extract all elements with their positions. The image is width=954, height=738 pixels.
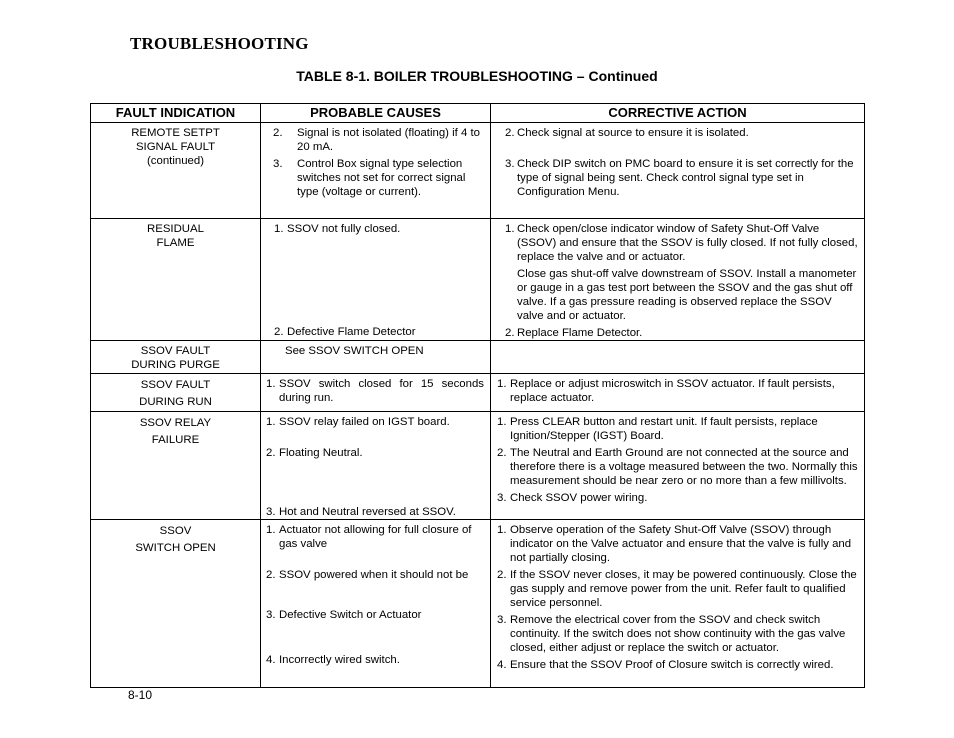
item-number: 1. bbox=[497, 524, 507, 536]
action-cell bbox=[491, 520, 865, 688]
item-number: 2. bbox=[505, 327, 515, 339]
table-row bbox=[91, 374, 865, 412]
item-text: See SSOV SWITCH OPEN bbox=[285, 345, 424, 357]
list-item bbox=[266, 505, 486, 519]
item-text: Check DIP switch on PMC board to ensure it is set correctly for the type of signal being sent. Check control signal type set in Configuration Menu. bbox=[517, 158, 854, 198]
action-cell bbox=[491, 412, 865, 520]
list-item bbox=[497, 446, 858, 488]
table-title: TABLE 8-1. BOILER TROUBLESHOOTING – Continued bbox=[296, 68, 658, 84]
item-text: Check SSOV power wiring. bbox=[510, 492, 648, 504]
fault-cell bbox=[91, 412, 261, 520]
item-number: 3. bbox=[497, 614, 507, 626]
item-text: Incorrectly wired switch. bbox=[279, 654, 400, 666]
item-number: 1. bbox=[274, 223, 284, 235]
list-item bbox=[497, 377, 858, 405]
item-text: If the SSOV never closes, it may be powered continuously. Close the gas supply and remove power from the unit. Refer fault to qualified service personnel. bbox=[510, 569, 857, 609]
list-item bbox=[497, 491, 858, 505]
list-item bbox=[266, 653, 486, 667]
item-number: 2. bbox=[273, 127, 283, 139]
item-text: SSOV switch closed for 15 seconds during run. bbox=[279, 378, 484, 404]
fault-line: REMOTE SETPT bbox=[131, 127, 220, 139]
item-number: 2. bbox=[497, 569, 507, 581]
item-text: Press CLEAR button and restart unit. If fault persists, replace Ignition/Stepper (IGST) Board. bbox=[510, 416, 818, 442]
list-item bbox=[505, 326, 858, 340]
item-text: Check signal at source to ensure it is isolated. bbox=[517, 127, 749, 139]
item-text: Defective Flame Detector bbox=[287, 326, 416, 338]
list-item bbox=[266, 608, 486, 622]
list-item bbox=[274, 325, 486, 339]
list-item bbox=[497, 523, 858, 565]
section-title: TROUBLESHOOTING bbox=[130, 34, 309, 53]
list-item bbox=[497, 658, 858, 672]
list-item bbox=[497, 568, 858, 610]
item-text: The Neutral and Earth Ground are not connected at the source and therefore there is a voltage measured between the two. Normally this measurement should be near zero or no more than a few millivolts. bbox=[510, 447, 858, 487]
item-text: Replace or adjust microswitch in SSOV actuator. If fault persists, replace actuator. bbox=[510, 378, 835, 404]
item-number: 3. bbox=[505, 158, 515, 170]
causes-cell bbox=[261, 520, 491, 688]
list-item bbox=[505, 157, 858, 199]
item-number: 4. bbox=[497, 659, 507, 671]
fault-cell bbox=[91, 374, 261, 412]
fault-line: SIGNAL FAULT bbox=[135, 141, 216, 153]
fault-line: DURING RUN bbox=[139, 396, 212, 408]
fault-line: SSOV FAULT bbox=[140, 345, 211, 357]
list-item bbox=[266, 523, 486, 551]
action-cell bbox=[491, 123, 865, 219]
action-cell bbox=[491, 219, 865, 341]
item-number: 1. bbox=[497, 378, 507, 390]
list-item bbox=[266, 377, 484, 405]
table-row bbox=[91, 412, 865, 520]
table-row bbox=[91, 123, 865, 219]
item-text: Replace Flame Detector. bbox=[517, 327, 643, 339]
item-number: 1. bbox=[266, 416, 276, 428]
list-item bbox=[505, 222, 858, 264]
item-number: 2. bbox=[497, 447, 507, 459]
fault-cell bbox=[91, 341, 261, 374]
item-number: 1. bbox=[497, 416, 507, 428]
action-cell bbox=[491, 374, 865, 412]
list-item bbox=[497, 415, 858, 443]
item-number: 2. bbox=[266, 447, 276, 459]
item-number: 1. bbox=[505, 223, 515, 235]
item-text: Defective Switch or Actuator bbox=[279, 609, 422, 621]
list-item bbox=[497, 613, 858, 655]
causes-cell bbox=[261, 123, 491, 219]
item-text: Floating Neutral. bbox=[279, 447, 363, 459]
fault-line: RESIDUAL bbox=[147, 223, 204, 235]
fault-cell bbox=[91, 520, 261, 688]
list-item bbox=[266, 446, 486, 460]
item-text: Remove the electrical cover from the SSOV and check switch continuity. If the switch does not show continuity with the gas valve closed, either adjust or replace the switch or actuator. bbox=[510, 614, 846, 654]
list-item bbox=[266, 415, 486, 429]
causes-cell bbox=[261, 219, 491, 341]
item-text: Observe operation of the Safety Shut-Off Valve (SSOV) through indicator on the Valve actuator and ensure that the valve is fully and not partially closing. bbox=[510, 524, 852, 564]
item-number: 3. bbox=[273, 158, 283, 170]
item-number: 1. bbox=[266, 524, 276, 536]
table-row bbox=[91, 341, 865, 374]
fault-line: (continued) bbox=[147, 155, 204, 167]
column-header-causes: PROBABLE CAUSES bbox=[261, 104, 491, 123]
item-number: 3. bbox=[266, 506, 276, 518]
troubleshooting-table bbox=[90, 103, 865, 688]
fault-line: SSOV FAULT bbox=[140, 379, 211, 391]
item-text: SSOV powered when it should not be bbox=[279, 569, 469, 581]
fault-cell bbox=[91, 123, 261, 219]
item-text: Hot and Neutral reversed at SSOV. bbox=[279, 506, 456, 518]
item-text: Control Box signal type selection switches not set for correct signal type (voltage or current). bbox=[297, 158, 466, 198]
item-number: 3. bbox=[266, 609, 276, 621]
fault-cell bbox=[91, 219, 261, 341]
page-number: 8-10 bbox=[128, 688, 153, 702]
item-number: 1. bbox=[266, 378, 276, 390]
list-item bbox=[274, 222, 486, 236]
list-item bbox=[505, 267, 858, 323]
action-cell bbox=[491, 341, 865, 374]
item-text: Ensure that the SSOV Proof of Closure switch is correctly wired. bbox=[510, 659, 834, 671]
list-item bbox=[273, 126, 486, 154]
fault-line: SWITCH OPEN bbox=[135, 542, 216, 554]
table-row bbox=[91, 219, 865, 341]
fault-line: SSOV bbox=[159, 525, 192, 537]
causes-cell bbox=[261, 412, 491, 520]
fault-line: FLAME bbox=[156, 237, 195, 249]
column-header-action: CORRECTIVE ACTION bbox=[491, 104, 865, 123]
causes-cell bbox=[261, 341, 491, 374]
item-number: 2. bbox=[505, 127, 515, 139]
item-text: SSOV not fully closed. bbox=[287, 223, 401, 235]
fault-line: SSOV RELAY bbox=[139, 417, 212, 429]
table-row bbox=[91, 520, 865, 688]
item-number bbox=[505, 267, 517, 323]
item-number: 2. bbox=[274, 326, 284, 338]
table-header-row bbox=[91, 104, 865, 123]
list-item bbox=[273, 157, 486, 199]
item-text: Close gas shut-off valve downstream of SSOV. Install a manometer or gauge in a gas test port between the SSOV and the gas shut off valve. If a gas pressure reading is observed replace the SSOV valve and or actuator. bbox=[517, 268, 857, 322]
column-header-fault: FAULT INDICATION bbox=[91, 104, 261, 123]
item-number: 2. bbox=[266, 569, 276, 581]
fault-line: FAILURE bbox=[151, 434, 200, 446]
item-text: SSOV relay failed on IGST board. bbox=[279, 416, 450, 428]
item-number: 4. bbox=[266, 654, 276, 666]
list-item bbox=[266, 568, 486, 582]
item-text: Check open/close indicator window of Safety Shut-Off Valve (SSOV) and ensure that the SSOV is fully closed. If not fully closed, replace the valve and or actuator. bbox=[517, 223, 858, 263]
list-item bbox=[505, 126, 858, 140]
item-number: 3. bbox=[497, 492, 507, 504]
item-text: Signal is not isolated (floating) if 4 to 20 mA. bbox=[297, 127, 480, 153]
causes-cell bbox=[261, 374, 491, 412]
fault-line: DURING PURGE bbox=[131, 359, 220, 371]
item-text: Actuator not allowing for full closure of gas valve bbox=[279, 524, 472, 550]
